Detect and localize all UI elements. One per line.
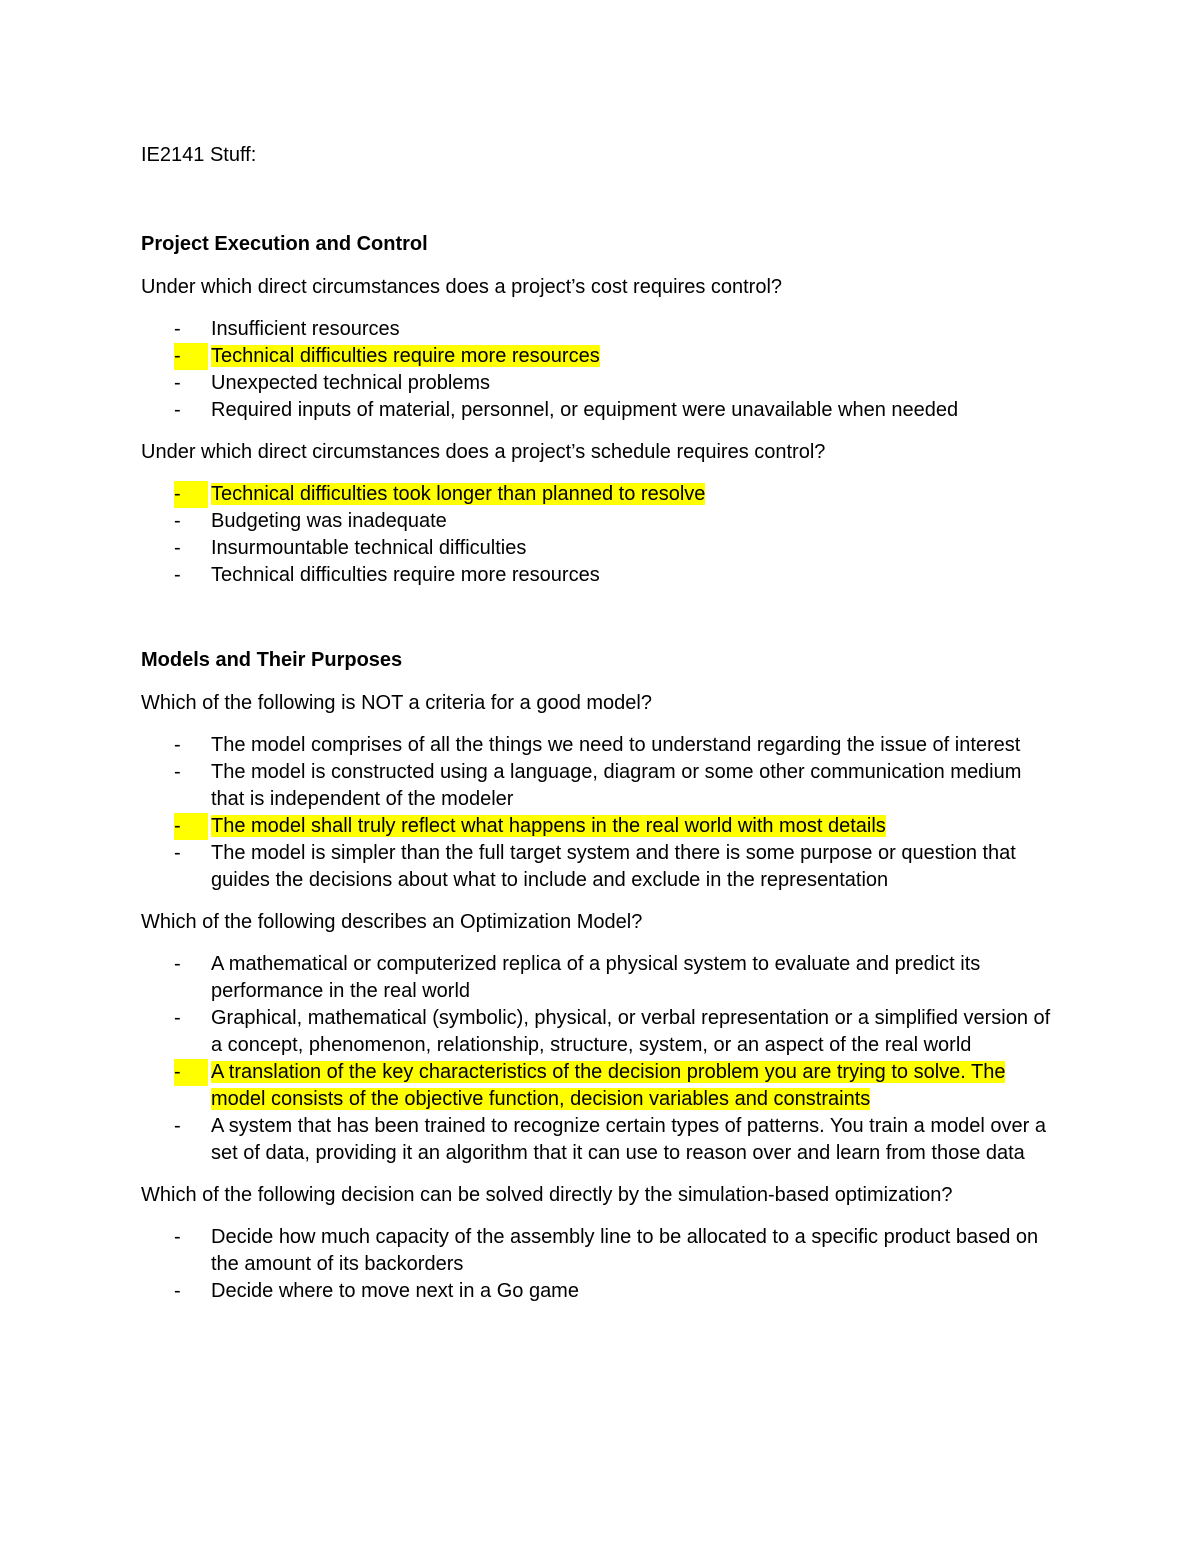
bullet-dash: - bbox=[174, 953, 181, 975]
answer-option-highlighted bbox=[141, 813, 1060, 840]
bullet-dash: - bbox=[174, 537, 181, 559]
bullet-dash: - bbox=[174, 343, 208, 370]
bullet-dash: - bbox=[174, 1007, 181, 1029]
bullet-dash: - bbox=[174, 842, 181, 864]
answer-option bbox=[141, 1224, 1060, 1278]
answer-option bbox=[141, 1005, 1060, 1059]
bullet-dash: - bbox=[174, 318, 181, 340]
answer-options-list bbox=[141, 732, 1060, 894]
answer-option bbox=[141, 732, 1060, 759]
answer-options-list bbox=[141, 1224, 1060, 1305]
section-heading: Models and Their Purposes bbox=[141, 649, 403, 671]
question-text: Which of the following is NOT a criteria for a good model? bbox=[141, 692, 652, 714]
answer-option bbox=[141, 1278, 1060, 1305]
bullet-dash: - bbox=[174, 734, 181, 756]
answer-option-text: Unexpected technical problems bbox=[211, 372, 491, 394]
document-body bbox=[141, 231, 1060, 1305]
question-text: Under which direct circumstances does a project’s cost requires control? bbox=[141, 276, 783, 298]
bullet-dash: - bbox=[174, 510, 181, 532]
answer-option-text: Technical difficulties took longer than planned to resolve bbox=[211, 483, 706, 505]
bullet-dash: - bbox=[174, 1115, 181, 1137]
answer-option-text: A system that has been trained to recognize certain types of patterns. You train a model over a set of data, providing it an algorithm that it can use to reason over and learn from those data bbox=[211, 1115, 1046, 1164]
answer-option bbox=[141, 951, 1060, 1005]
answer-option-text: Decide where to move next in a Go game bbox=[211, 1280, 579, 1302]
answer-option-text: The model is simpler than the full target system and there is some purpose or question that guides the decisions about what to include and exclude in the representation bbox=[211, 842, 1016, 891]
answer-option-text: A translation of the key characteristics of the decision problem you are trying to solve. The model consists of the objective function, decision variables and constraints bbox=[211, 1061, 1006, 1110]
answer-option bbox=[141, 370, 1060, 397]
answer-option bbox=[141, 397, 1060, 424]
question-text: Under which direct circumstances does a project’s schedule requires control? bbox=[141, 441, 826, 463]
section-heading: Project Execution and Control bbox=[141, 233, 428, 255]
question-text: Which of the following describes an Optimization Model? bbox=[141, 911, 643, 933]
answer-option bbox=[141, 840, 1060, 894]
answer-option-highlighted bbox=[141, 481, 1060, 508]
answer-option-text: Required inputs of material, personnel, or equipment were unavailable when needed bbox=[211, 399, 959, 421]
answer-option-text: Budgeting was inadequate bbox=[211, 510, 447, 532]
answer-option bbox=[141, 535, 1060, 562]
bullet-dash: - bbox=[174, 372, 181, 394]
answer-option bbox=[141, 759, 1060, 813]
bullet-dash: - bbox=[174, 1059, 208, 1086]
answer-option-text: The model comprises of all the things we need to understand regarding the issue of interest bbox=[211, 734, 1021, 756]
answer-option-text: Technical difficulties require more resources bbox=[211, 564, 600, 586]
answer-options-list bbox=[141, 481, 1060, 589]
answer-option-highlighted bbox=[141, 1059, 1060, 1113]
answer-option-text: Decide how much capacity of the assembly line to be allocated to a specific product based on the amount of its backorders bbox=[211, 1226, 1039, 1275]
bullet-dash: - bbox=[174, 1226, 181, 1248]
document-title: IE2141 Stuff: bbox=[141, 144, 257, 166]
bullet-dash: - bbox=[174, 761, 181, 783]
answer-option-text: The model shall truly reflect what happens in the real world with most details bbox=[211, 815, 886, 837]
answer-option-text: Technical difficulties require more resources bbox=[211, 345, 600, 367]
answer-option bbox=[141, 1113, 1060, 1167]
answer-options-list bbox=[141, 316, 1060, 424]
bullet-dash: - bbox=[174, 399, 181, 421]
bullet-dash: - bbox=[174, 481, 208, 508]
answer-option-text: A mathematical or computerized replica of a physical system to evaluate and predict its performance in the real world bbox=[211, 953, 981, 1002]
answer-option-highlighted bbox=[141, 343, 1060, 370]
bullet-dash: - bbox=[174, 813, 208, 840]
answer-option bbox=[141, 562, 1060, 589]
answer-option-text: Insurmountable technical difficulties bbox=[211, 537, 527, 559]
answer-option-text: The model is constructed using a language, diagram or some other communication medium that is independent of the modeler bbox=[211, 761, 1022, 810]
answer-option-text: Insufficient resources bbox=[211, 318, 400, 340]
answer-option bbox=[141, 316, 1060, 343]
answer-option bbox=[141, 508, 1060, 535]
bullet-dash: - bbox=[174, 564, 181, 586]
answer-option-text: Graphical, mathematical (symbolic), physical, or verbal representation or a simplified version of a concept, phenomenon, relationship, structure, system, or an aspect of the real world bbox=[211, 1007, 1051, 1056]
question-text: Which of the following decision can be solved directly by the simulation-based optimization? bbox=[141, 1184, 953, 1206]
answer-options-list bbox=[141, 951, 1060, 1167]
bullet-dash: - bbox=[174, 1280, 181, 1302]
